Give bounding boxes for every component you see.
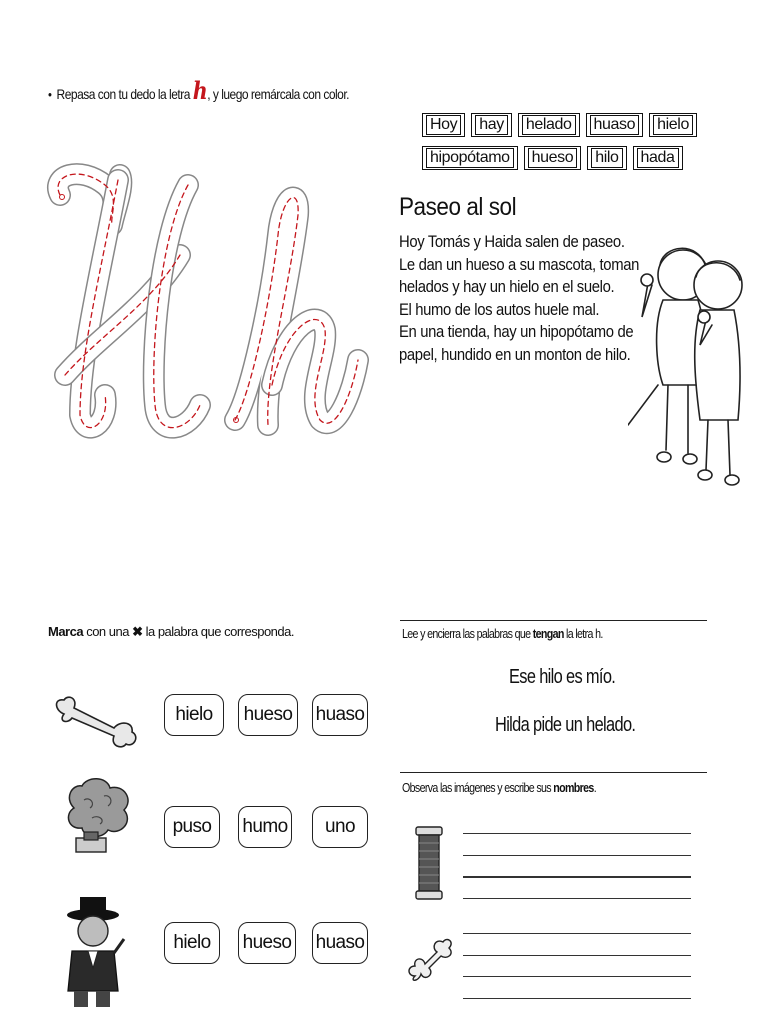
observa-text-end: . [593, 780, 596, 795]
observa-instruction [402, 780, 596, 795]
word-bank-item: hipopótamo [422, 146, 518, 170]
tracing-letter-h [235, 198, 358, 425]
word-bank-row [422, 113, 689, 137]
writing-line[interactable] [463, 933, 691, 934]
marca-instruction [48, 624, 294, 640]
writing-line[interactable] [463, 976, 691, 977]
divider [400, 772, 707, 773]
story-title: Paseo al sol [399, 193, 517, 221]
option-chip[interactable]: hueso [238, 694, 298, 736]
encierra-bold: tengan [532, 626, 564, 641]
word-bank-item: hada [633, 146, 683, 170]
observa-mid: sus [536, 780, 554, 795]
divider [400, 620, 707, 621]
encierra-instruction [402, 626, 603, 641]
option-chip[interactable]: hueso [238, 922, 296, 964]
story-line: papel, hundido en un monton de hilo. [399, 345, 631, 364]
highlighted-letter-h: h [192, 76, 208, 105]
writing-line[interactable] [463, 998, 691, 999]
tracing-letter-H [58, 174, 200, 428]
observa-text: Observa las imágenes y escribe [402, 780, 537, 795]
word-bank-item: hilo [587, 146, 626, 170]
marca-bold: Marca [48, 624, 84, 639]
encierra-text-end: la letra h. [563, 626, 603, 641]
x-mark-icon: ✖ [132, 624, 143, 639]
bone-small-icon [405, 936, 455, 986]
observa-bold: nombres [553, 780, 594, 795]
marca-mid: con una [83, 624, 133, 639]
word-bank-item: hay [471, 113, 512, 137]
word-bank-item: Hoy [422, 113, 465, 137]
sentence[interactable]: Ese hilo es mío. [509, 666, 616, 688]
instruction-text-end: , y luego remárcala con color. [207, 86, 350, 102]
word-bank-item: hielo [649, 113, 697, 137]
instruction-text: Repasa con tu dedo la letra [56, 86, 190, 102]
children-eating-ice-cream-illustration [628, 225, 763, 490]
option-chip[interactable]: hielo [164, 694, 224, 736]
spool-of-thread-icon [414, 825, 444, 901]
story-line: El humo de los autos huele mal. [399, 300, 600, 319]
word-bank-item: huaso [586, 113, 644, 137]
option-chip[interactable]: huaso [312, 694, 368, 736]
story-line: Le dan un hueso a su mascota, toman [399, 255, 640, 274]
word-bank-item: helado [518, 113, 580, 137]
option-chip[interactable]: hielo [164, 922, 220, 964]
story-line: helados y hay un hielo en el suelo. [399, 278, 615, 296]
writing-line[interactable] [463, 955, 691, 956]
sentence[interactable]: Hilda pide un helado. [495, 714, 636, 736]
option-chip[interactable]: puso [164, 806, 220, 848]
marca-end: la palabra que corresponda. [142, 624, 294, 639]
writing-line[interactable] [463, 855, 691, 856]
story-line: En una tienda, hay un hipopótamo de [399, 323, 634, 341]
writing-line[interactable] [463, 833, 691, 834]
option-chip[interactable]: humo [238, 806, 292, 848]
word-bank-item: hueso [524, 146, 582, 170]
option-chip[interactable]: huaso [312, 922, 368, 964]
word-bank-row [422, 146, 675, 170]
story-text [399, 231, 649, 366]
tracing-letters-illustration [40, 155, 370, 455]
option-chip[interactable]: uno [312, 806, 368, 848]
encierra-text: Lee y encierra las palabras que [402, 626, 533, 641]
word-bank [422, 113, 689, 179]
story-line: Hoy Tomás y Haida salen de paseo. [399, 233, 625, 251]
huaso-boy-icon [58, 893, 133, 1013]
writing-line[interactable] [463, 876, 691, 878]
bullet: • [48, 87, 52, 102]
tracing-instruction [48, 76, 349, 105]
smoke-icon [62, 776, 137, 856]
bone-icon [50, 692, 142, 752]
writing-line[interactable] [463, 898, 691, 899]
